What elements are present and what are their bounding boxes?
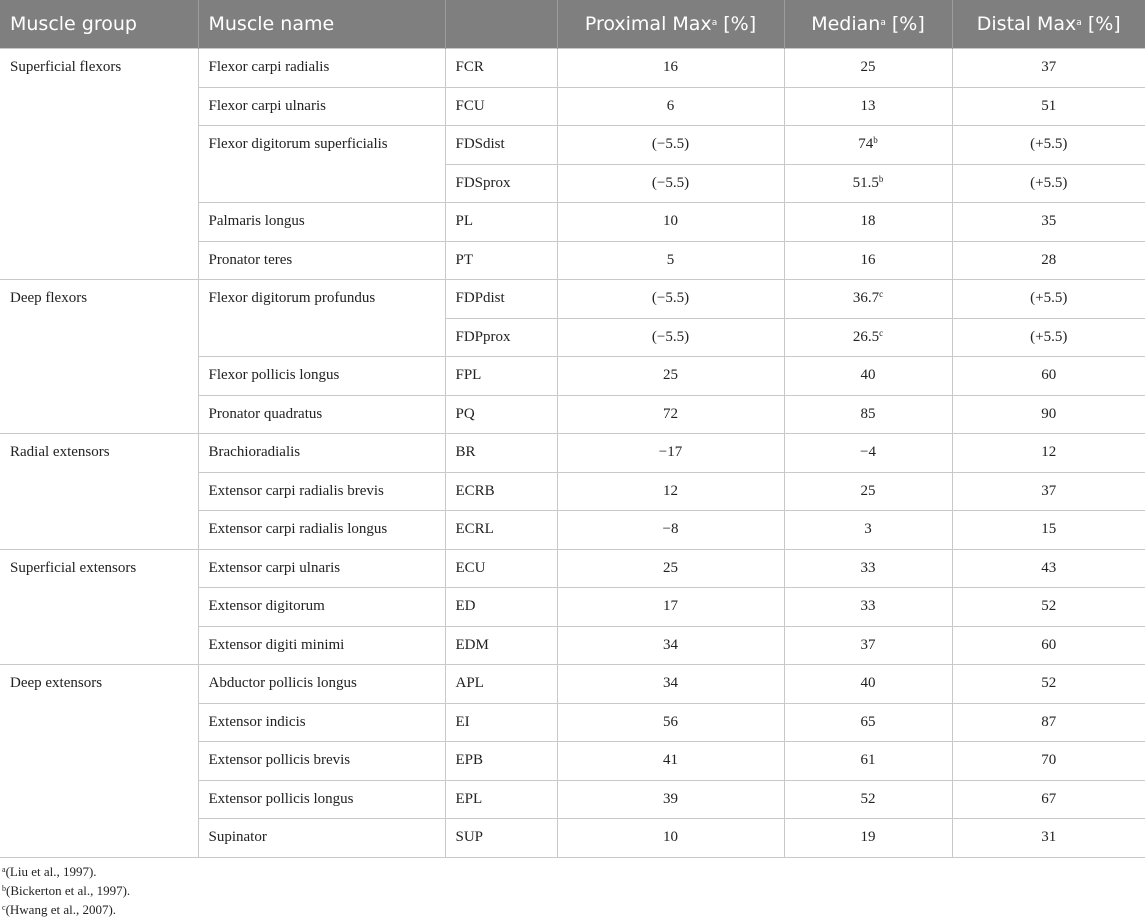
abbreviation-cell: FCR [445,49,557,88]
abbreviation-cell: FDPdist [445,280,557,319]
muscle-name-cell: Pronator teres [198,241,445,280]
median-cell: 19 [784,819,952,858]
muscle-name-cell: Brachioradialis [198,434,445,473]
header-muscle-name: Muscle name [198,0,445,49]
footnote-c: $^c$(Hwang et al., 2007). [2,902,117,917]
abbreviation-cell: ECU [445,549,557,588]
distal-cell: (+5.5) [952,126,1145,165]
proximal-cell: 17 [557,588,784,627]
muscle-name-cell: Supinator [198,819,445,858]
header-abbreviation [445,0,557,49]
proximal-cell: 25 [557,549,784,588]
muscle-name-cell: Flexor digitorum superficialis [198,126,445,203]
distal-cell: (+5.5) [952,318,1145,357]
header-proximal-max: Proximal Max$^a$ [%] [557,0,784,49]
muscle-name-cell: Extensor carpi ulnaris [198,549,445,588]
abbreviation-cell: APL [445,665,557,704]
footnote-a: $^a$(Liu et al., 1997). [2,864,97,879]
abbreviation-cell: BR [445,434,557,473]
median-cell: 25 [784,49,952,88]
median-cell: 52 [784,780,952,819]
distal-cell: (+5.5) [952,280,1145,319]
muscle-name-cell: Extensor digiti minimi [198,626,445,665]
abbreviation-cell: PQ [445,395,557,434]
median-cell: 85 [784,395,952,434]
muscle-name-cell: Pronator quadratus [198,395,445,434]
header-muscle-group: Muscle group [0,0,198,49]
median-cell: 33 [784,588,952,627]
median-cell: 61 [784,742,952,781]
abbreviation-cell: ECRL [445,511,557,550]
abbreviation-cell: PT [445,241,557,280]
proximal-cell: 10 [557,203,784,242]
table-row [0,49,1145,88]
muscle-name-cell: Extensor digitorum [198,588,445,627]
proximal-cell: 41 [557,742,784,781]
median-cell: 65 [784,703,952,742]
median-cell: −4 [784,434,952,473]
distal-cell: 67 [952,780,1145,819]
distal-cell: 52 [952,588,1145,627]
median-cell: 3 [784,511,952,550]
median-cell: 40 [784,357,952,396]
table-body [0,49,1145,858]
proximal-cell: −8 [557,511,784,550]
proximal-cell: 34 [557,626,784,665]
proximal-cell: 25 [557,357,784,396]
distal-cell: 37 [952,49,1145,88]
muscle-group-cell: Deep flexors [0,280,198,434]
distal-cell: 90 [952,395,1145,434]
distal-cell: 70 [952,742,1145,781]
muscle-name-cell: Palmaris longus [198,203,445,242]
distal-cell: 12 [952,434,1145,473]
muscle-name-cell: Flexor carpi ulnaris [198,87,445,126]
abbreviation-cell: FDSprox [445,164,557,203]
distal-cell: (+5.5) [952,164,1145,203]
footnote-b: $^b$(Bickerton et al., 1997). [2,883,131,898]
muscle-name-cell: Flexor carpi radialis [198,49,445,88]
abbreviation-cell: EDM [445,626,557,665]
median-cell: 51.5$^b$ [784,164,952,203]
proximal-cell: 5 [557,241,784,280]
muscle-name-cell: Extensor indicis [198,703,445,742]
distal-cell: 15 [952,511,1145,550]
abbreviation-cell: FDPprox [445,318,557,357]
distal-cell: 51 [952,87,1145,126]
proximal-cell: 72 [557,395,784,434]
header-row [0,0,1145,49]
table-row [0,549,1145,588]
proximal-cell: −17 [557,434,784,473]
table-row [0,434,1145,473]
muscle-name-cell: Extensor pollicis longus [198,780,445,819]
proximal-cell: 34 [557,665,784,704]
table-header [0,0,1145,49]
distal-cell: 35 [952,203,1145,242]
abbreviation-cell: FCU [445,87,557,126]
distal-cell: 52 [952,665,1145,704]
abbreviation-cell: FDSdist [445,126,557,165]
proximal-cell: 10 [557,819,784,858]
median-cell: 40 [784,665,952,704]
muscle-name-cell: Extensor pollicis brevis [198,742,445,781]
abbreviation-cell: EI [445,703,557,742]
median-cell: 16 [784,241,952,280]
abbreviation-cell: FPL [445,357,557,396]
proximal-cell: 16 [557,49,784,88]
distal-cell: 43 [952,549,1145,588]
proximal-cell: 6 [557,87,784,126]
median-cell: 37 [784,626,952,665]
muscle-name-cell: Abductor pollicis longus [198,665,445,704]
distal-cell: 31 [952,819,1145,858]
header-median: Median$^a$ [%] [784,0,952,49]
distal-cell: 60 [952,357,1145,396]
footnotes [0,862,1145,919]
table-row [0,665,1145,704]
proximal-cell: 39 [557,780,784,819]
proximal-cell: 56 [557,703,784,742]
median-cell: 74$^b$ [784,126,952,165]
header-distal-max: Distal Max$^a$ [%] [952,0,1145,49]
distal-cell: 87 [952,703,1145,742]
muscle-group-cell: Deep extensors [0,665,198,858]
distal-cell: 28 [952,241,1145,280]
median-cell: 25 [784,472,952,511]
proximal-cell: (−5.5) [557,164,784,203]
muscle-group-cell: Superficial extensors [0,549,198,665]
muscle-group-cell: Superficial flexors [0,49,198,280]
proximal-cell: (−5.5) [557,318,784,357]
muscle-name-cell: Flexor pollicis longus [198,357,445,396]
distal-cell: 37 [952,472,1145,511]
median-cell: 26.5$^c$ [784,318,952,357]
muscle-group-cell: Radial extensors [0,434,198,550]
median-cell: 33 [784,549,952,588]
muscle-name-cell: Extensor carpi radialis longus [198,511,445,550]
median-cell: 36.7$^c$ [784,280,952,319]
table-row [0,280,1145,319]
abbreviation-cell: EPB [445,742,557,781]
abbreviation-cell: ECRB [445,472,557,511]
proximal-cell: (−5.5) [557,126,784,165]
muscle-name-cell: Flexor digitorum profundus [198,280,445,357]
median-cell: 18 [784,203,952,242]
proximal-cell: (−5.5) [557,280,784,319]
proximal-cell: 12 [557,472,784,511]
abbreviation-cell: EPL [445,780,557,819]
distal-cell: 60 [952,626,1145,665]
abbreviation-cell: PL [445,203,557,242]
abbreviation-cell: ED [445,588,557,627]
muscle-name-cell: Extensor carpi radialis brevis [198,472,445,511]
median-cell: 13 [784,87,952,126]
abbreviation-cell: SUP [445,819,557,858]
